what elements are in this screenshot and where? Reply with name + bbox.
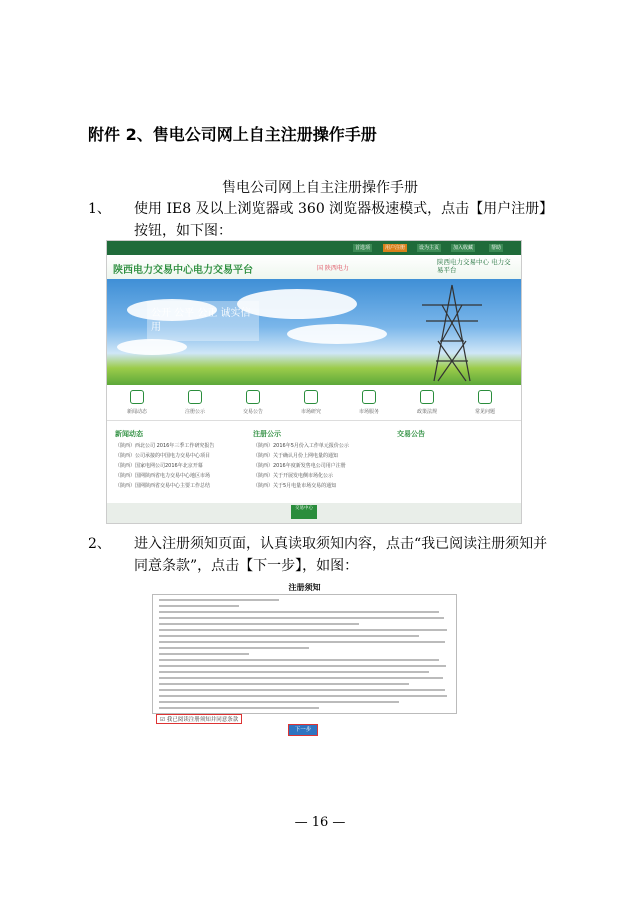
news-list bbox=[115, 441, 214, 491]
page-number: — 16 — bbox=[294, 815, 346, 830]
nav-item[interactable]: 市场服务 bbox=[347, 390, 391, 415]
power-tower-icon bbox=[412, 281, 492, 385]
user-register-link[interactable]: 用户注册 bbox=[385, 245, 406, 251]
notice-text-box bbox=[152, 594, 457, 714]
nav-item[interactable]: 交易公告 bbox=[231, 390, 275, 415]
topbar-item: 设为主页 bbox=[419, 245, 440, 251]
step-number: 2、 bbox=[88, 536, 111, 552]
agree-label: 我已阅读注册须知并同意条款 bbox=[166, 717, 239, 723]
registry-heading: 注册公示 bbox=[253, 430, 281, 438]
nav-item[interactable]: 常见问题 bbox=[463, 390, 507, 415]
step-text: 使用 IE8 及以上浏览器或 360 浏览器极速模式，点击【用户注册】按钮，如下图： bbox=[134, 201, 554, 239]
faq-icon bbox=[478, 390, 492, 404]
research-icon bbox=[304, 390, 318, 404]
list-item[interactable]: （陕西）关于确认月份上网电量的通知 bbox=[253, 453, 339, 459]
notice-title: 注册须知 bbox=[288, 583, 321, 592]
list-item[interactable]: （陕西）西北公司 2016年三季工作研究报告 bbox=[115, 443, 215, 449]
notice-screenshot bbox=[148, 582, 461, 742]
trade-heading: 交易公告 bbox=[397, 430, 425, 438]
brand-logo: 国 陕西电力 bbox=[317, 265, 349, 272]
footer-logo: 交易中心 bbox=[291, 505, 317, 519]
agree-checkbox[interactable]: ☑ 我已阅读注册须知并同意条款 bbox=[156, 714, 242, 724]
registry-icon bbox=[188, 390, 202, 404]
right-title: 陕西电力交易中心 电力交易平台 bbox=[437, 258, 511, 274]
topbar-item: 加入收藏 bbox=[453, 245, 474, 251]
list-item[interactable]: （陕西）国家电网公司2016年北京开幕 bbox=[115, 463, 203, 469]
document-title: 售电公司网上自主注册操作手册 bbox=[222, 180, 418, 196]
step-number: 1、 bbox=[88, 201, 111, 217]
list-item[interactable]: （陕西）关于开展发电侧市场化公示 bbox=[253, 473, 334, 479]
list-item[interactable]: （陕西）关于5月电量市场交易的通知 bbox=[253, 483, 337, 489]
topbar-item: 首选项 bbox=[355, 245, 371, 251]
list-item[interactable]: （陕西）2016年5月份入工作单元报价公示 bbox=[253, 443, 349, 449]
attachment-title: 附件 2、售电公司网上自主注册操作手册 bbox=[88, 125, 377, 144]
portal-screenshot bbox=[106, 240, 522, 524]
nav-item[interactable]: 政策法规 bbox=[405, 390, 449, 415]
topbar-item: 帮助 bbox=[491, 245, 502, 251]
top-bar bbox=[107, 241, 521, 255]
notice-icon bbox=[246, 390, 260, 404]
next-button[interactable]: 下一步 bbox=[289, 725, 317, 735]
step-text: 进入注册须知页面，认真读取须知内容，点击“我已阅读注册须知并同意条款”，点击【下一步】，如图： bbox=[134, 536, 548, 574]
news-icon bbox=[130, 390, 144, 404]
list-item[interactable]: （陕西）国网陕西省交易中心主要工作总结 bbox=[115, 483, 211, 489]
step-2 bbox=[88, 533, 558, 577]
service-icon bbox=[362, 390, 376, 404]
nav-item[interactable]: 新闻动态 bbox=[115, 390, 159, 415]
news-heading: 新闻动态 bbox=[115, 430, 143, 438]
step-1 bbox=[88, 198, 558, 242]
nav-item[interactable]: 注册公示 bbox=[173, 390, 217, 415]
nav-item[interactable]: 市场研究 bbox=[289, 390, 333, 415]
list-item[interactable]: （陕西）国网陕西省电力交易中心地区市场 bbox=[115, 473, 211, 479]
site-title: 陕西电力交易中心电力交易平台 bbox=[113, 265, 253, 276]
list-item[interactable]: （陕西）公司承接的中国电力交易中心项目 bbox=[115, 453, 211, 459]
registry-list bbox=[253, 441, 349, 491]
policy-icon bbox=[420, 390, 434, 404]
list-item[interactable]: （陕西）2016年度新发售电公司用户注册 bbox=[253, 463, 346, 469]
slogan: 公开 公平 公正 诚实信用 bbox=[151, 308, 251, 333]
nav-row bbox=[107, 386, 521, 421]
